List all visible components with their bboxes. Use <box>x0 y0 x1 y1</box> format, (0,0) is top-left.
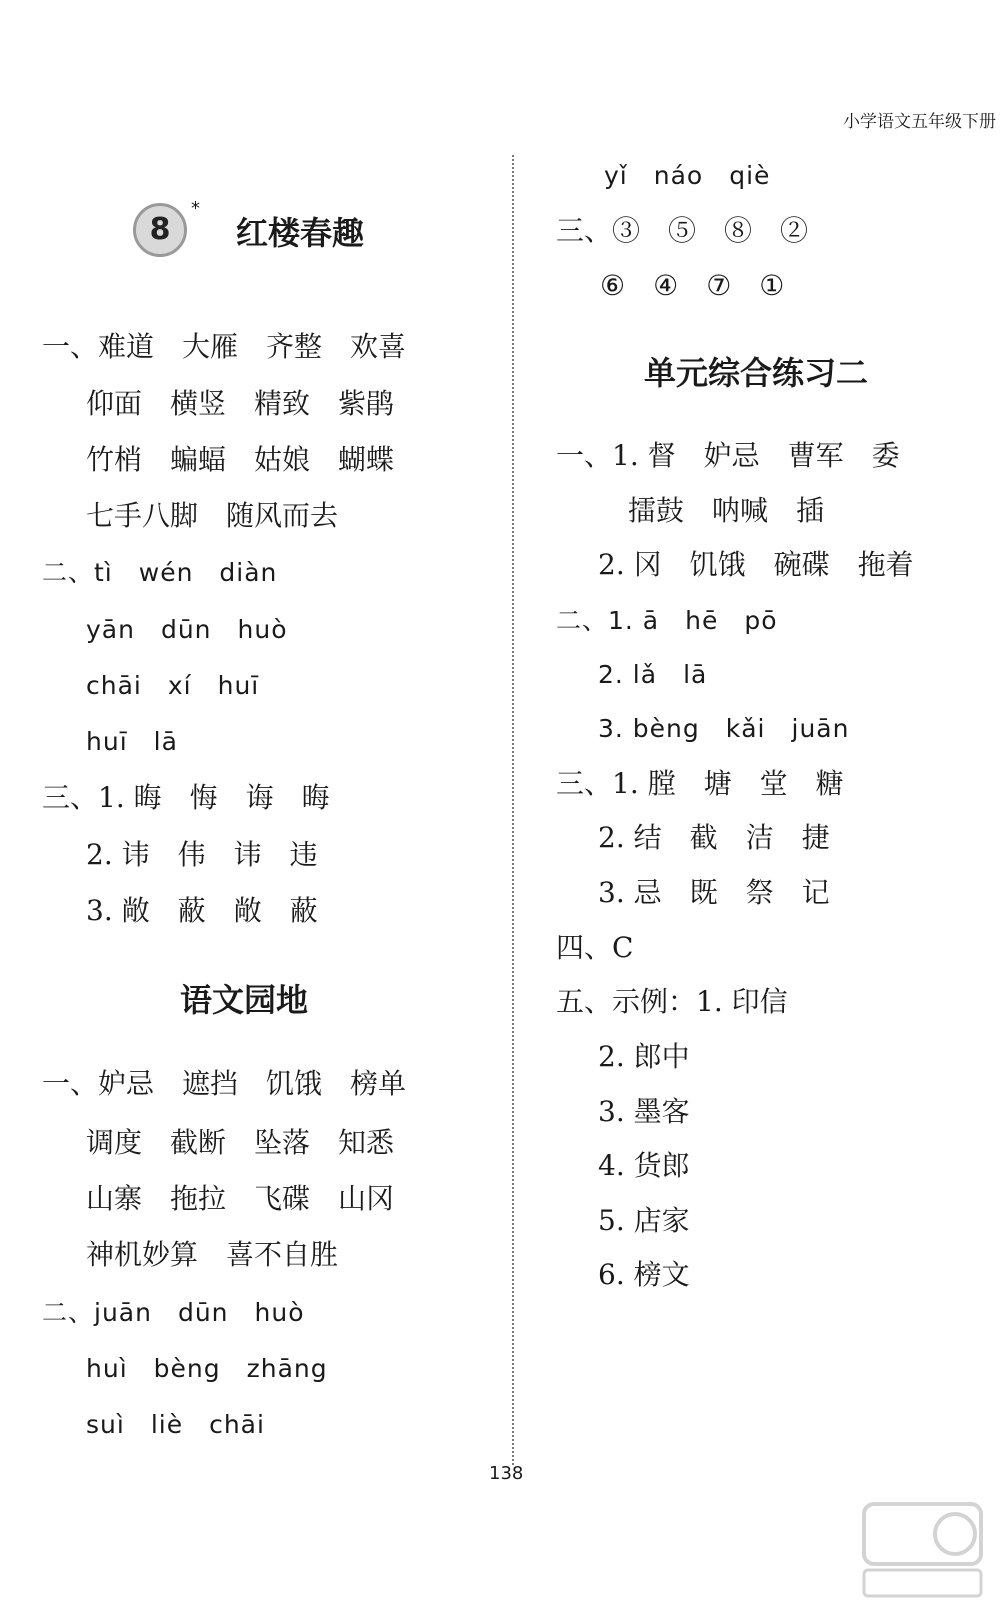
page-number: 138 <box>489 1463 524 1484</box>
answer-line: 2. 郎中 <box>598 1040 690 1073</box>
answer-line: 擂鼓 呐喊 插 <box>628 494 825 527</box>
answer-line: 七手八脚 随风而去 <box>86 499 339 532</box>
answer-line: 5. 店家 <box>598 1204 690 1237</box>
answer-line: 一、1. 督 妒忌 曹军 委 <box>556 439 900 472</box>
answer-line: 2. 讳 伟 讳 违 <box>86 838 318 871</box>
column-divider <box>512 155 514 1465</box>
answer-line: 2. 冈 饥饿 碗碟 拖着 <box>598 548 914 581</box>
pinyin-line: suì liè chāi <box>86 1410 265 1439</box>
section-title: 单元综合练习二 <box>644 354 869 392</box>
lesson-star: * <box>191 198 200 219</box>
lesson-number: 8 <box>149 212 171 247</box>
answer-line: 调度 截断 坠落 知悉 <box>86 1126 395 1159</box>
lesson-number-badge <box>133 203 187 257</box>
pinyin-line: 二、1. ā hē pō <box>556 606 778 635</box>
running-header: 小学语文五年级下册 <box>843 112 996 132</box>
answer-line: 三、③ ⑤ ⑧ ② <box>556 214 809 247</box>
pinyin-line: huì bèng zhāng <box>86 1354 328 1383</box>
watermark-logo <box>860 1500 985 1600</box>
answer-line: 3. 敞 蔽 敞 蔽 <box>86 894 318 927</box>
answer-line: 4. 货郎 <box>598 1149 690 1182</box>
pinyin-line: 二、tì wén diàn <box>42 558 278 587</box>
pinyin-line: huī lā <box>86 727 178 756</box>
answer-line: 三、1. 晦 悔 诲 晦 <box>42 781 330 814</box>
pinyin-line: 3. bèng kǎi juān <box>598 714 850 743</box>
pinyin-line: 二、juān dūn huò <box>42 1298 305 1327</box>
answer-line: ⑥ ④ ⑦ ① <box>600 269 785 302</box>
pinyin-line: yān dūn huò <box>86 615 288 644</box>
answer-line: 神机妙算 喜不自胜 <box>86 1238 339 1271</box>
answer-line: 3. 忌 既 祭 记 <box>598 876 830 909</box>
answer-line: 三、1. 膛 塘 堂 糖 <box>556 767 844 800</box>
lesson-title: 红楼春趣 <box>236 214 365 252</box>
answer-line: 竹梢 蝙蝠 姑娘 蝴蝶 <box>86 443 395 476</box>
pinyin-line: 2. lǎ lā <box>598 660 708 689</box>
answer-line: 五、示例：1. 印信 <box>556 985 788 1018</box>
pinyin-line: chāi xí huī <box>86 671 260 700</box>
answer-line: 四、C <box>556 931 634 964</box>
answer-line: 6. 榜文 <box>598 1258 690 1291</box>
section-title: 语文园地 <box>180 981 309 1019</box>
answer-line: 山寨 拖拉 飞碟 山冈 <box>86 1182 395 1215</box>
answer-line: 一、难道 大雁 齐整 欢喜 <box>42 330 407 363</box>
answer-line: 2. 结 截 洁 捷 <box>598 821 830 854</box>
answer-line: 3. 墨客 <box>598 1095 690 1128</box>
answer-line: 一、妒忌 遮挡 饥饿 榜单 <box>42 1067 407 1100</box>
answer-line: 仰面 横竖 精致 紫鹃 <box>86 387 395 420</box>
pinyin-line: yǐ náo qiè <box>604 161 771 190</box>
